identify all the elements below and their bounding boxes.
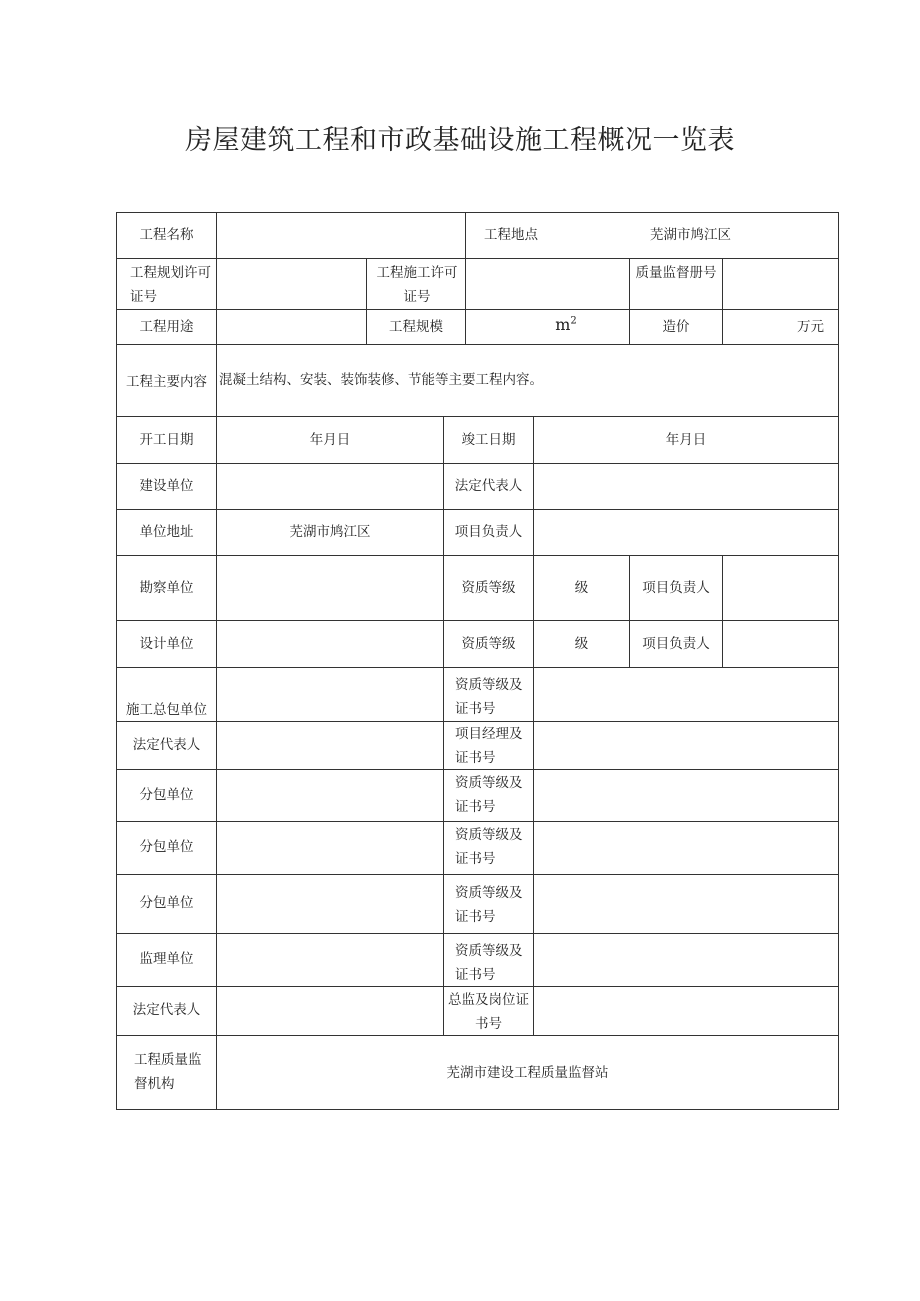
row-divider [116, 258, 839, 259]
survey-label: 勘察单位 [139, 580, 194, 596]
builder-label: 建设单位 [139, 478, 194, 494]
table-border-top [116, 212, 839, 213]
cost-unit: 万元 [797, 319, 824, 335]
column-divider [216, 212, 217, 1110]
supervision-label: 监理单位 [139, 951, 194, 967]
row-divider [116, 344, 839, 345]
address-value: 芜湖市鸠江区 [289, 524, 371, 540]
start-date-value: 年月日 [309, 432, 351, 448]
quality-agency-value: 芜湖市建设工程质量监督站 [446, 1065, 609, 1081]
survey-qual-label: 资质等级 [461, 580, 516, 596]
address-label: 单位地址 [139, 524, 194, 540]
contractor-qual-cert-label: 资质等级及证书号 [455, 677, 523, 717]
table-border-right [838, 212, 839, 1110]
column-divider [533, 416, 534, 1035]
legal-rep2-label: 法定代表人 [132, 737, 201, 753]
column-divider [465, 258, 466, 344]
sub-qual-cert-label: 资质等级及证书号 [455, 775, 523, 815]
sub-label: 分包单位 [139, 787, 194, 803]
chief-supervisor-label: 总监及岗位证书号 [448, 992, 529, 1032]
design-lead-label: 项目负责人 [642, 636, 710, 652]
project-location-label: 工程地点 [484, 227, 538, 243]
column-divider [465, 212, 466, 258]
row-divider [116, 555, 839, 556]
survey-grade-unit: 级 [574, 580, 589, 596]
table-border-bottom [116, 1109, 839, 1110]
scale-unit [526, 313, 606, 337]
end-date-value: 年月日 [665, 432, 707, 448]
scale-unit-m: m [555, 315, 571, 334]
row-divider [116, 667, 839, 668]
project-location-value: 芜湖市鸠江区 [650, 227, 731, 243]
sub-qual-cert-label: 资质等级及证书号 [455, 827, 523, 867]
row-divider [116, 874, 839, 875]
sub-qual-cert-label: 资质等级及证书号 [455, 885, 523, 925]
table-border-left [116, 212, 117, 1110]
main-content-label: 工程主要内容 [126, 374, 207, 390]
pm-cert-label: 项目经理及证书号 [455, 726, 523, 766]
supervision-qual-cert-label: 资质等级及证书号 [455, 943, 523, 983]
cost-label: 造价 [662, 319, 690, 335]
design-grade-unit: 级 [574, 636, 589, 652]
usage-label: 工程用途 [139, 319, 194, 335]
row-divider [116, 933, 839, 934]
row-divider [116, 821, 839, 822]
column-divider [443, 416, 444, 1035]
row-divider [116, 463, 839, 464]
general-contractor-label: 施工总包单位 [126, 702, 207, 718]
main-content-value: 混凝土结构、安装、装饰装修、节能等主要工程内容。 [219, 372, 543, 388]
survey-lead-label: 项目负责人 [642, 580, 710, 596]
design-qual-label: 资质等级 [461, 636, 516, 652]
row-divider [116, 620, 839, 621]
construction-permit-label: 工程施工许可证号 [376, 265, 458, 305]
planning-permit-label: 工程规划许可证号 [130, 265, 211, 305]
row-divider [116, 309, 839, 310]
quality-agency-label: 工程质量监督机构 [134, 1052, 202, 1092]
design-label: 设计单位 [139, 636, 194, 652]
column-divider [722, 555, 723, 667]
scale-label: 工程规模 [389, 319, 443, 335]
row-divider [116, 509, 839, 510]
start-date-label: 开工日期 [139, 432, 194, 448]
end-date-label: 竣工日期 [461, 432, 516, 448]
sub-label: 分包单位 [139, 895, 194, 911]
legal-rep-label: 法定代表人 [454, 478, 523, 494]
sub-label: 分包单位 [139, 839, 194, 855]
project-lead-label: 项目负责人 [454, 524, 523, 540]
scale-unit-superscript: 2 [570, 315, 577, 327]
row-divider [116, 416, 839, 417]
project-name-label: 工程名称 [139, 227, 194, 243]
supervision-legal-rep-label: 法定代表人 [132, 1002, 201, 1018]
quality-register-label: 质量监督册号 [635, 265, 717, 281]
page-title: 房屋建筑工程和市政基础设施工程概况一览表 [185, 125, 735, 156]
overview-table [116, 212, 839, 1111]
